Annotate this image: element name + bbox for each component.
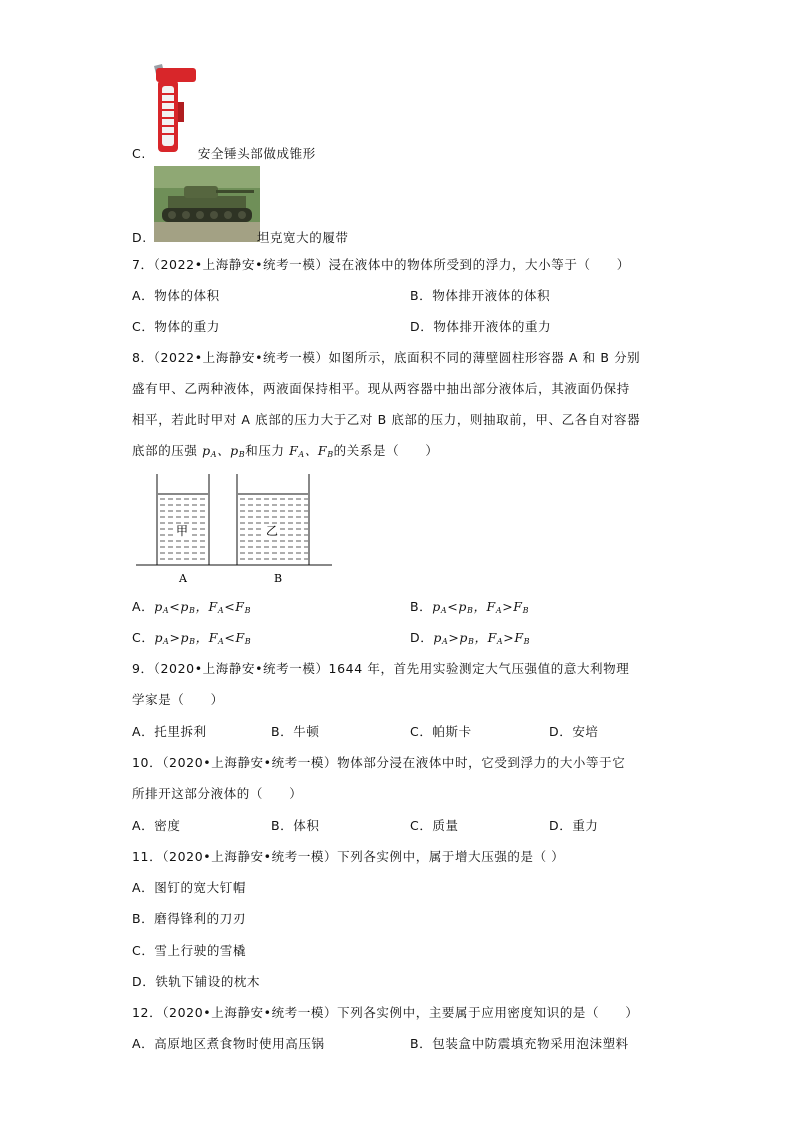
option-c-letter: C. (132, 146, 146, 161)
option-d-letter: D. (132, 230, 147, 245)
q9-line2: 学家是（ ） (132, 692, 224, 707)
q10-option-d: D．重力 (549, 818, 599, 833)
q10-option-a: A．密度 (132, 818, 181, 833)
q9-option-c: C．帕斯卡 (410, 724, 472, 739)
q9-option-d: D．安培 (549, 724, 599, 739)
q8-option-d: D．$p_A>p_B$，$F_A>F_B$ (410, 630, 531, 646)
q11-option-b: B．磨得锋利的刀刃 (132, 911, 246, 926)
q8-line4: 底部的压强 $p_A$、$p_B$和压力 $F_A$、$F_B$的关系是（ ） (132, 443, 439, 459)
option-c-caption: 安全锤头部做成锥形 (197, 146, 316, 161)
q12-option-a: A．高原地区煮食物时使用高压锅 (132, 1036, 325, 1051)
q9-option-a: A．托里拆利 (132, 724, 207, 739)
option-d-caption: 坦克宽大的履带 (256, 230, 349, 245)
liquid-jia-label: 甲 (175, 524, 189, 538)
q8-line2: 盛有甲、乙两种液体，两液面保持相平。现从两容器中抽出部分液体后，其液面仍保持 (132, 381, 630, 396)
q10-option-c: C．质量 (410, 818, 459, 833)
q10-line2: 所排开这部分液体的（ ） (132, 786, 303, 801)
q8-line3: 相平，若此时甲对 A 底部的压力大于乙对 B 底部的压力，则抽取前，甲、乙各自对容器 (132, 412, 641, 427)
container-a-label: A (179, 572, 187, 584)
container-b-label: B (273, 572, 283, 584)
q7-option-d: D．物体排开液体的重力 (410, 319, 552, 334)
q8-line1: 8．（2022•上海静安•统考一模）如图所示，底面积不同的薄壁圆柱形容器 A 和 B 分别 (132, 350, 641, 365)
q8-option-c: C．$p_A>p_B$，$F_A<F_B$ (132, 630, 252, 646)
q11-stem: 11．（2020•上海静安•统考一模）下列各实例中，属于增大压强的是（ ） (132, 849, 565, 864)
q12-option-b: B．包装盒中防震填充物采用泡沫塑料 (410, 1036, 629, 1051)
q11-option-a: A．图钉的宽大钉帽 (132, 880, 246, 895)
q7-option-a: A．物体的体积 (132, 288, 220, 303)
q12-stem: 12．（2020•上海静安•统考一模）下列各实例中，主要属于应用密度知识的是（ ） (132, 1005, 639, 1020)
q7-option-c: C．物体的重力 (132, 319, 220, 334)
containers-figure (136, 472, 332, 584)
q8-option-a: A．$p_A<p_B$，$F_A<F_B$ (132, 599, 252, 615)
q9-line1: 9．（2020•上海静安•统考一模）1644 年，首先用实验测定大气压强值的意大利物理 (132, 661, 630, 676)
option-c (132, 146, 316, 162)
liquid-yi-label: 乙 (265, 524, 279, 538)
q10-option-b: B．体积 (271, 818, 320, 833)
option-d (132, 230, 349, 246)
q11-option-d: D．铁轨下铺设的枕木 (132, 974, 261, 989)
q11-option-c: C．雪上行驶的雪橇 (132, 943, 247, 958)
safety-hammer-image (150, 62, 198, 154)
q8-option-b: B．$p_A<p_B$，$F_A>F_B$ (410, 599, 530, 615)
q7-option-b: B．物体排开液体的体积 (410, 288, 551, 303)
q9-option-b: B．牛顿 (271, 724, 320, 739)
q10-line1: 10．（2020•上海静安•统考一模）物体部分浸在液体中时，它受到浮力的大小等于它 (132, 755, 626, 770)
q7-stem: 7．（2022•上海静安•统考一模）浸在液体中的物体所受到的浮力，大小等于（ ） (132, 257, 630, 272)
